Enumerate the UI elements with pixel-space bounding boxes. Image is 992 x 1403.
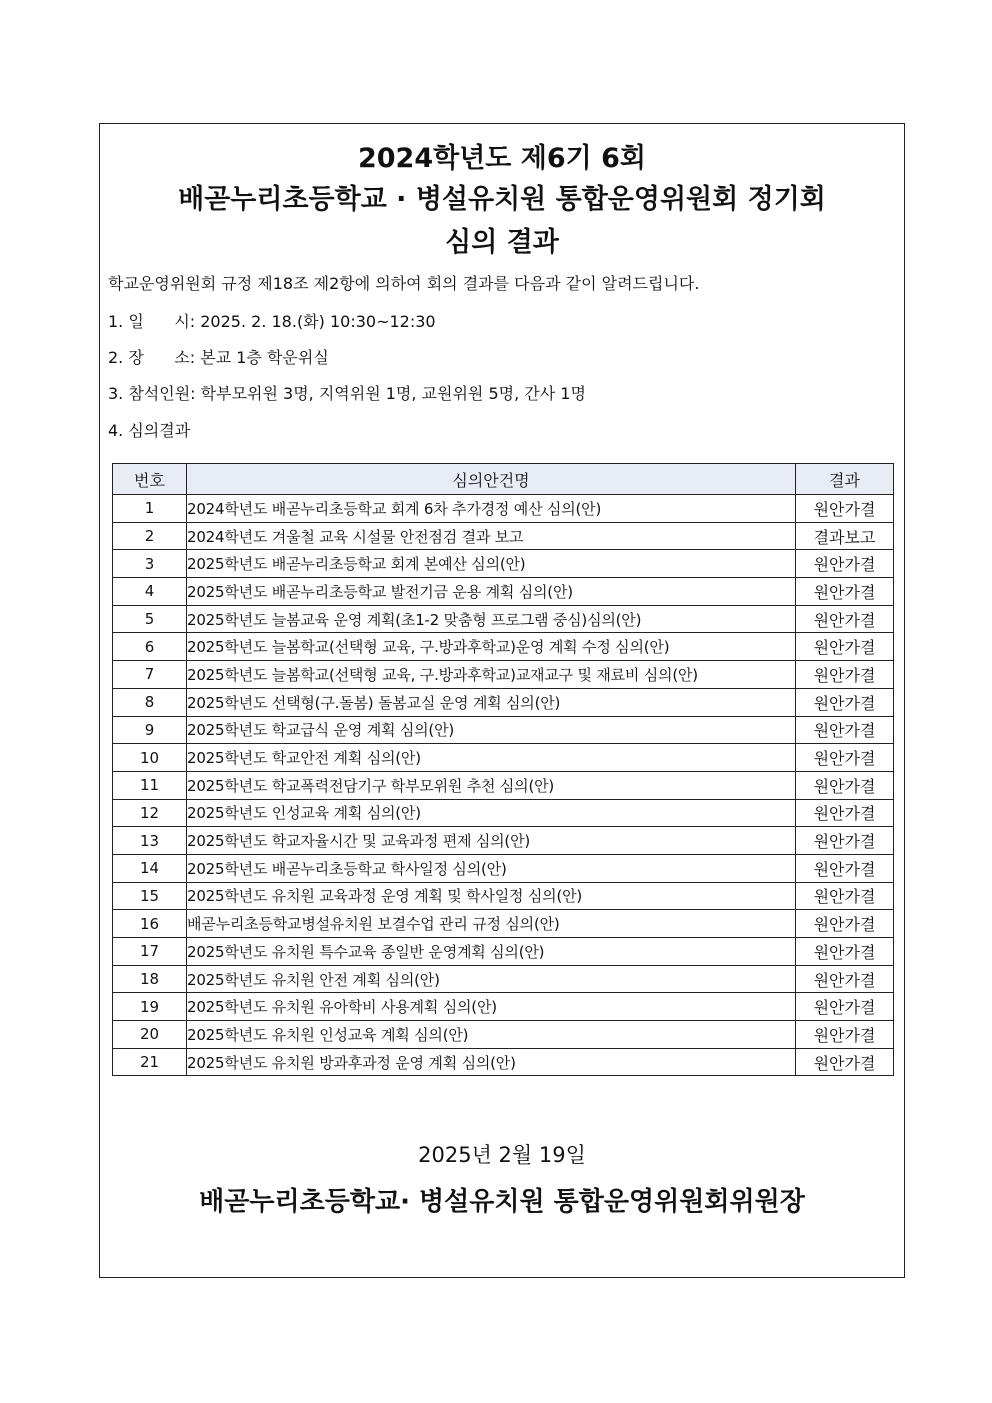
row-result: 원안가결 bbox=[796, 827, 894, 855]
row-item: 2025학년도 배곧누리초등학교 회계 본예산 심의(안) bbox=[187, 550, 796, 578]
table-row bbox=[113, 993, 894, 1021]
row-item: 2025학년도 유치원 방과후과정 운영 계획 심의(안) bbox=[187, 1048, 796, 1076]
table-row bbox=[113, 938, 894, 966]
intro-text: 학교운영위원회 규정 제18조 제2항에 의하여 회의 결과를 다음과 같이 알려드립니다. bbox=[108, 274, 700, 293]
table-row bbox=[113, 522, 894, 550]
row-item: 2025학년도 배곧누리초등학교 학사일정 심의(안) bbox=[187, 854, 796, 882]
row-item: 2025학년도 인성교육 계획 심의(안) bbox=[187, 799, 796, 827]
row-item: 2024학년도 배곧누리초등학교 회계 6차 추가경정 예산 심의(안) bbox=[187, 495, 796, 523]
table-row bbox=[113, 633, 894, 661]
table-row bbox=[113, 661, 894, 689]
row-result: 원안가결 bbox=[796, 633, 894, 661]
row-number: 11 bbox=[113, 771, 187, 799]
row-number: 13 bbox=[113, 827, 187, 855]
row-item: 2025학년도 학교안전 계획 심의(안) bbox=[187, 744, 796, 772]
row-result: 원안가결 bbox=[796, 578, 894, 606]
row-item: 2025학년도 유치원 특수교육 종일반 운영계획 심의(안) bbox=[187, 938, 796, 966]
table-row bbox=[113, 799, 894, 827]
table-row bbox=[113, 827, 894, 855]
row-number: 10 bbox=[113, 744, 187, 772]
document-title-line1: 2024학년도 제6기 6회 bbox=[357, 143, 646, 174]
row-number: 7 bbox=[113, 661, 187, 689]
row-result: 원안가결 bbox=[796, 938, 894, 966]
header-item: 심의안건명 bbox=[187, 464, 796, 495]
row-number: 5 bbox=[113, 605, 187, 633]
row-item: 배곧누리초등학교병설유치원 보결수업 관리 규정 심의(안) bbox=[187, 910, 796, 938]
table-row bbox=[113, 1021, 894, 1049]
row-result: 원안가결 bbox=[796, 495, 894, 523]
table-row bbox=[113, 550, 894, 578]
row-result: 원안가결 bbox=[796, 744, 894, 772]
row-item: 2025학년도 학교폭력전담기구 학부모위원 추천 심의(안) bbox=[187, 771, 796, 799]
meeting-date-line: 1. 일 시: 2025. 2. 18.(화) 10:30~12:30 bbox=[108, 312, 436, 331]
row-result: 원안가결 bbox=[796, 854, 894, 882]
row-item: 2024학년도 겨울철 교육 시설물 안전점검 결과 보고 bbox=[187, 522, 796, 550]
row-number: 15 bbox=[113, 882, 187, 910]
row-item: 2025학년도 유치원 교육과정 운영 계획 및 학사일정 심의(안) bbox=[187, 882, 796, 910]
results-table-body bbox=[113, 495, 894, 1076]
row-result: 원안가결 bbox=[796, 1021, 894, 1049]
table-row bbox=[113, 605, 894, 633]
row-number: 6 bbox=[113, 633, 187, 661]
row-result: 원안가결 bbox=[796, 716, 894, 744]
document-title-line3: 심의 결과 bbox=[445, 227, 559, 258]
table-row bbox=[113, 1048, 894, 1076]
row-item: 2025학년도 학교급식 운영 계획 심의(안) bbox=[187, 716, 796, 744]
header-number: 번호 bbox=[113, 464, 187, 495]
table-row bbox=[113, 910, 894, 938]
row-item: 2025학년도 선택형(구.돌봄) 돌봄교실 운영 계획 심의(안) bbox=[187, 688, 796, 716]
table-row bbox=[113, 854, 894, 882]
document-frame bbox=[99, 123, 905, 1278]
row-number: 4 bbox=[113, 578, 187, 606]
row-number: 1 bbox=[113, 495, 187, 523]
header-result: 결과 bbox=[796, 464, 894, 495]
row-item: 2025학년도 유치원 인성교육 계획 심의(안) bbox=[187, 1021, 796, 1049]
row-result: 원안가결 bbox=[796, 605, 894, 633]
table-row bbox=[113, 882, 894, 910]
row-item: 2025학년도 유치원 안전 계획 심의(안) bbox=[187, 965, 796, 993]
row-number: 17 bbox=[113, 938, 187, 966]
row-item: 2025학년도 학교자율시간 및 교육과정 편제 심의(안) bbox=[187, 827, 796, 855]
table-row bbox=[113, 965, 894, 993]
row-result: 원안가결 bbox=[796, 910, 894, 938]
row-result: 원안가결 bbox=[796, 993, 894, 1021]
row-result: 원안가결 bbox=[796, 882, 894, 910]
row-number: 18 bbox=[113, 965, 187, 993]
row-number: 2 bbox=[113, 522, 187, 550]
signature-line: 배곧누리초등학교· 병설유치원 통합운영위원회위원장 bbox=[199, 1187, 805, 1217]
row-number: 8 bbox=[113, 688, 187, 716]
row-number: 21 bbox=[113, 1048, 187, 1076]
row-number: 16 bbox=[113, 910, 187, 938]
row-number: 12 bbox=[113, 799, 187, 827]
table-header-row bbox=[113, 464, 894, 495]
document-date: 2025년 2월 19일 bbox=[418, 1143, 586, 1167]
document-title-line2: 배곧누리초등학교 · 병설유치원 통합운영위원회 정기회 bbox=[178, 184, 826, 215]
row-result: 원안가결 bbox=[796, 550, 894, 578]
row-number: 20 bbox=[113, 1021, 187, 1049]
row-item: 2025학년도 늘봄학교(선택형 교육, 구.방과후학교)교재교구 및 재료비 심의(안) bbox=[187, 661, 796, 689]
row-result: 원안가결 bbox=[796, 965, 894, 993]
row-result: 원안가결 bbox=[796, 661, 894, 689]
results-table bbox=[112, 463, 894, 1076]
results-heading: 4. 심의결과 bbox=[108, 421, 191, 440]
row-number: 3 bbox=[113, 550, 187, 578]
row-result: 원안가결 bbox=[796, 799, 894, 827]
row-item: 2025학년도 유치원 유아학비 사용계획 심의(안) bbox=[187, 993, 796, 1021]
row-item: 2025학년도 배곧누리초등학교 발전기금 운용 계획 심의(안) bbox=[187, 578, 796, 606]
table-row bbox=[113, 744, 894, 772]
attendees-line: 3. 참석인원: 학부모위원 3명, 지역위원 1명, 교원위원 5명, 간사 1명 bbox=[108, 384, 586, 403]
table-row bbox=[113, 688, 894, 716]
meeting-place-line: 2. 장 소: 본교 1층 학운위실 bbox=[108, 348, 329, 367]
table-row bbox=[113, 716, 894, 744]
table-row bbox=[113, 495, 894, 523]
row-result: 결과보고 bbox=[796, 522, 894, 550]
row-result: 원안가결 bbox=[796, 1048, 894, 1076]
row-item: 2025학년도 늘봄교육 운영 계획(초1-2 맞춤형 프로그램 중심)심의(안) bbox=[187, 605, 796, 633]
row-number: 19 bbox=[113, 993, 187, 1021]
row-result: 원안가결 bbox=[796, 771, 894, 799]
row-number: 14 bbox=[113, 854, 187, 882]
row-number: 9 bbox=[113, 716, 187, 744]
table-row bbox=[113, 771, 894, 799]
row-result: 원안가결 bbox=[796, 688, 894, 716]
row-item: 2025학년도 늘봄학교(선택형 교육, 구.방과후학교)운영 계획 수정 심의(안) bbox=[187, 633, 796, 661]
table-row bbox=[113, 578, 894, 606]
